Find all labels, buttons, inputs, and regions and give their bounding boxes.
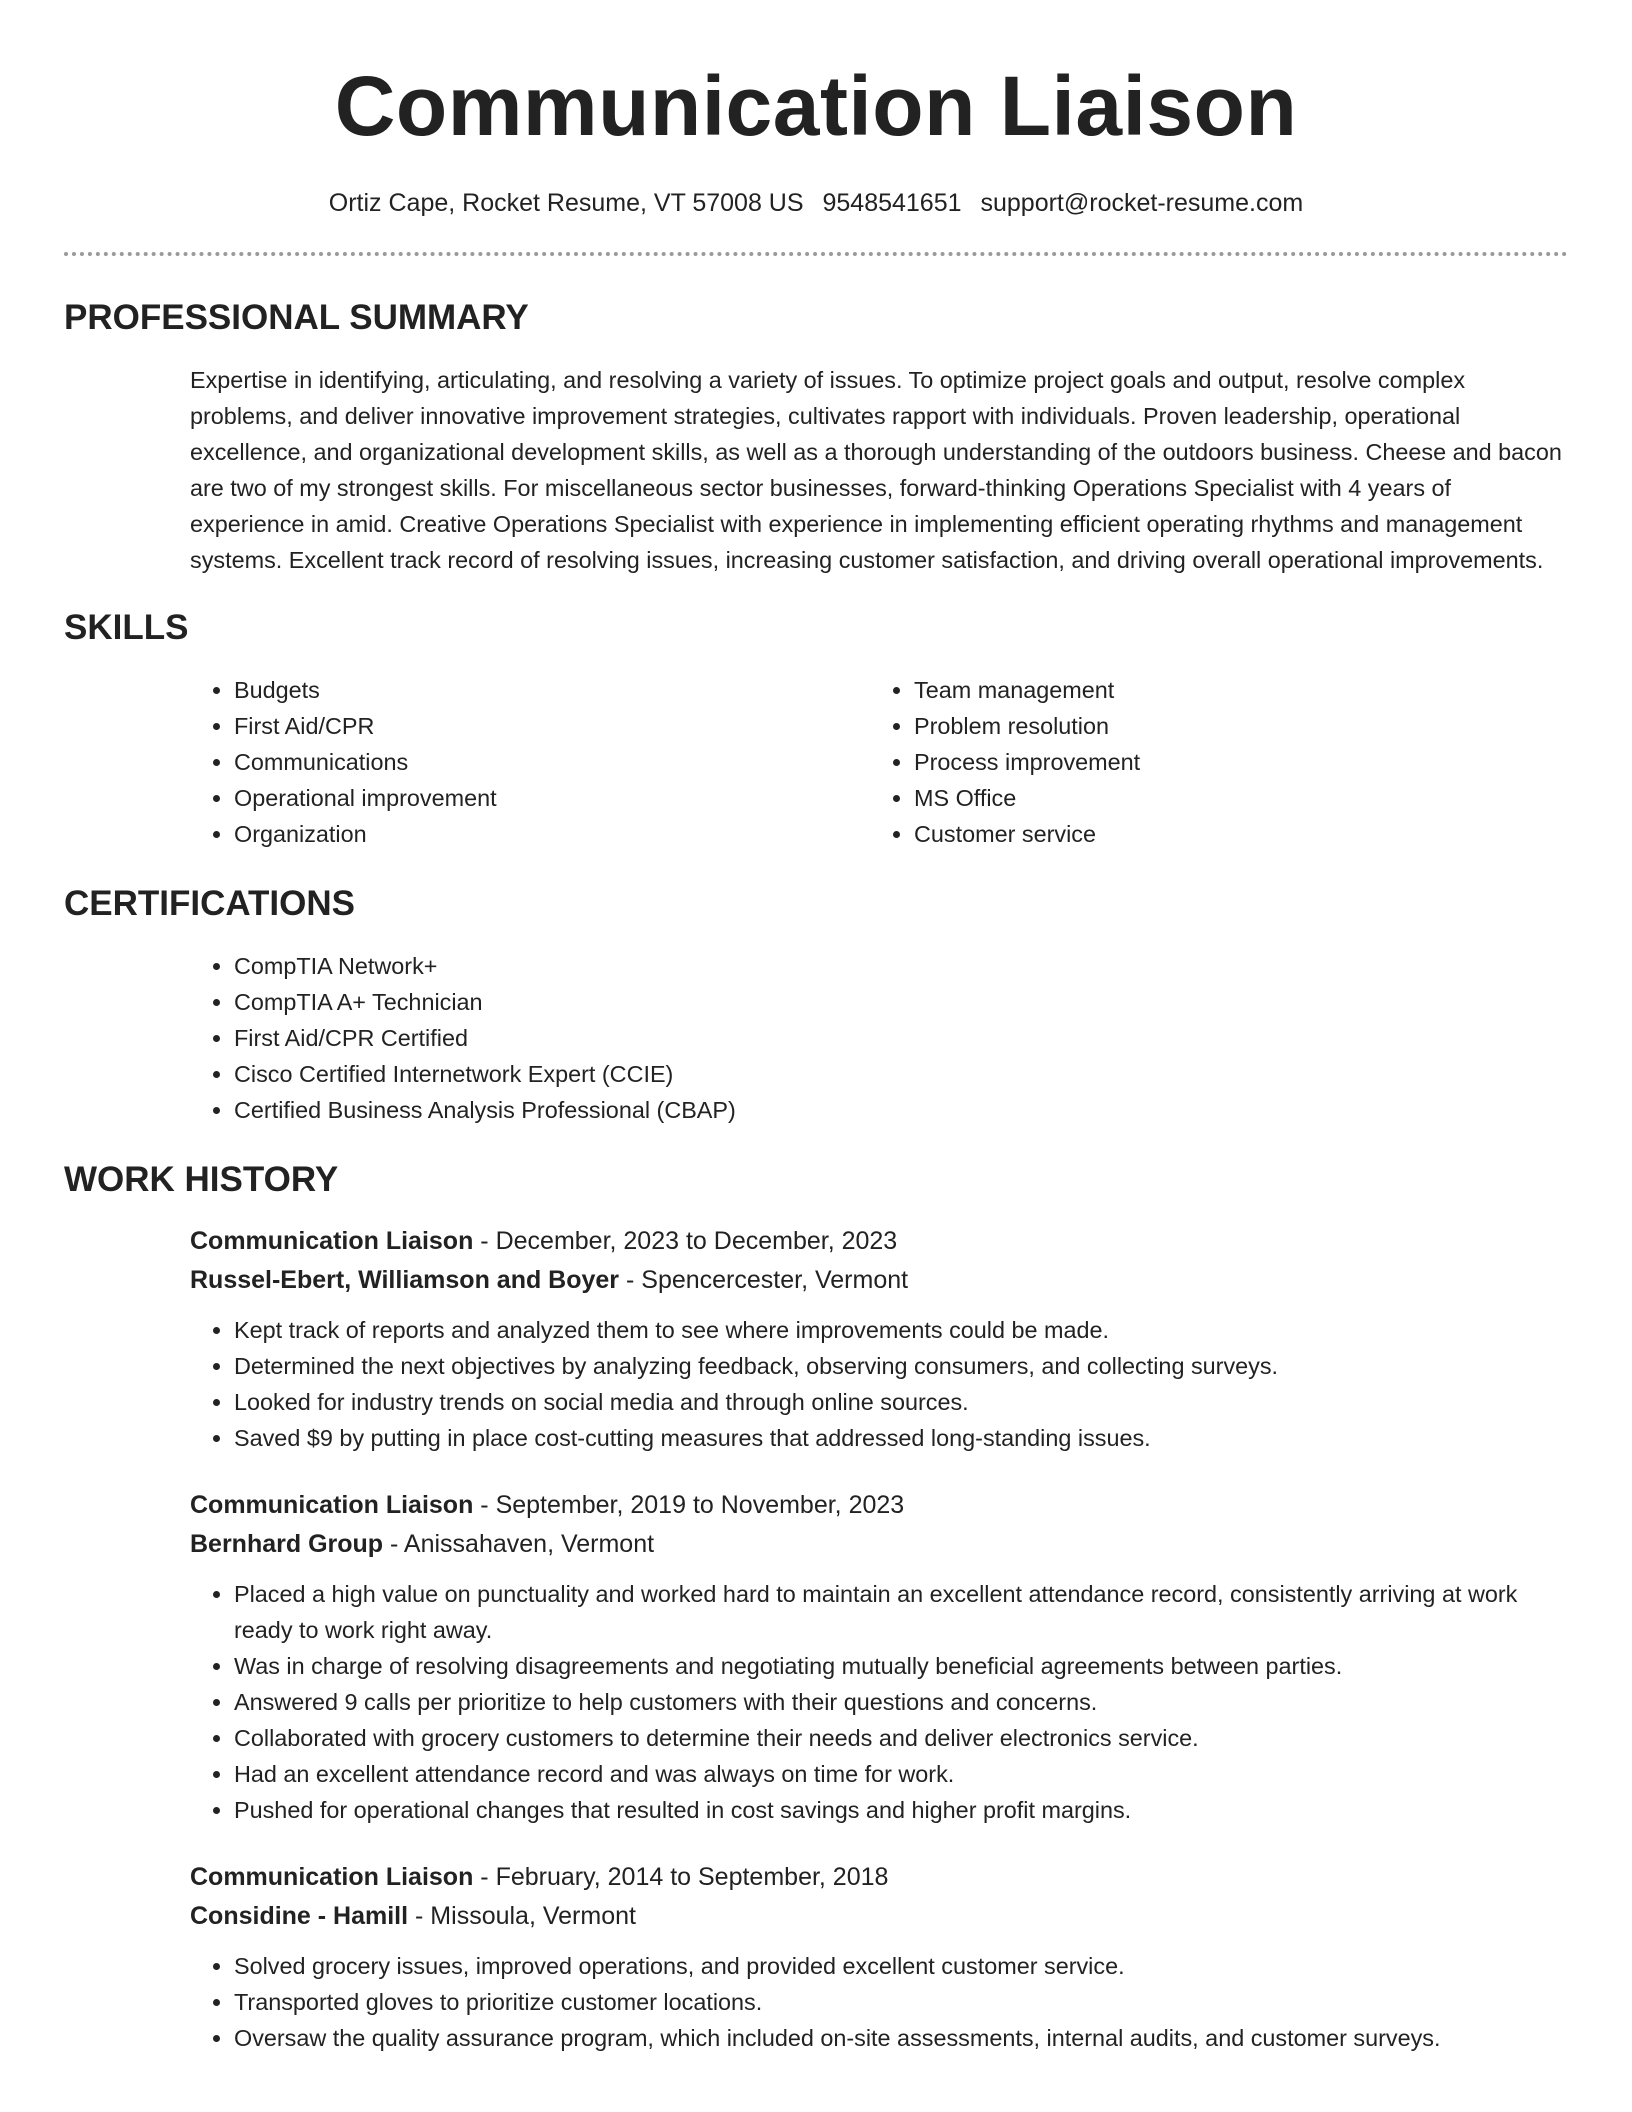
job-bullet: • Determined the next objectives by analyzing feedback, observing consumers, and collecting surveys. — [234, 1348, 1568, 1384]
job-company-line — [190, 1261, 1568, 1300]
job-company-line — [190, 1525, 1568, 1564]
skill-item: • Operational improvement — [234, 780, 870, 816]
header-divider — [64, 252, 1568, 256]
summary-heading: PROFESSIONAL SUMMARY — [64, 298, 529, 337]
job-bullet: • Pushed for operational changes that resulted in cost savings and higher profit margins. — [234, 1792, 1568, 1828]
job-company: Considine - Hamill — [190, 1902, 409, 1930]
contact-address: Ortiz Cape, Rocket Resume, VT 57008 US — [328, 189, 804, 217]
job-entry — [190, 1486, 1568, 1828]
job-title-line — [190, 1222, 1568, 1261]
certification-item: • Certified Business Analysis Professional (CBAP) — [234, 1092, 1568, 1128]
job-location: - Missoula, Vermont — [408, 1902, 636, 1930]
skill-item: • Communications — [234, 744, 870, 780]
job-title-line — [190, 1858, 1568, 1897]
certification-item: • First Aid/CPR Certified — [234, 1020, 1568, 1056]
job-bullet: • Solved grocery issues, improved operations, and provided excellent customer service. — [234, 1948, 1568, 1984]
job-bullets — [190, 1948, 1568, 2056]
summary-text: Expertise in identifying, articulating, and resolving a variety of issues. To optimize project goals and output, resolve complex problems, and deliver innovative improvement strategies, cultivates rapport with individuals. Proven leadership, operational excellence, and organizational development skills, as well as a thorough understanding of the outdoors business. Cheese and bacon are two of my strongest skills. For miscellaneous sector businesses, forward-thinking Operations Specialist with 4 years of experience in amid. Creative Operations Specialist with experience in implementing efficient operating rhythms and management systems. Excellent track record of resolving issues, increasing customer satisfaction, and driving overall operational improvements. — [190, 367, 1562, 573]
skill-item: • Organization — [234, 816, 870, 852]
job-bullet: • Oversaw the quality assurance program, which included on-site assessments, internal audits, and customer surveys. — [234, 2020, 1568, 2056]
job-bullet: • Looked for industry trends on social media and through online sources. — [234, 1384, 1568, 1420]
job-location: - Anissahaven, Vermont — [383, 1530, 655, 1558]
certification-item: • CompTIA A+ Technician — [234, 984, 1568, 1020]
skill-item: • Process improvement — [914, 744, 1550, 780]
job-bullets — [190, 1312, 1568, 1456]
job-bullet: • Answered 9 calls per prioritize to help customers with their questions and concerns. — [234, 1684, 1568, 1720]
job-bullets — [190, 1576, 1568, 1828]
job-entry — [190, 1222, 1568, 1456]
job-bullet: • Had an excellent attendance record and was always on time for work. — [234, 1756, 1568, 1792]
job-bullet: • Was in charge of resolving disagreements and negotiating mutually beneficial agreements between parties. — [234, 1648, 1568, 1684]
job-bullet: • Placed a high value on punctuality and worked hard to maintain an excellent attendance record, consistently arriving at work ready to work right away. — [234, 1576, 1568, 1648]
job-entry — [190, 1858, 1568, 2056]
certifications-heading: CERTIFICATIONS — [64, 884, 356, 923]
contact-phone: 9548541651 — [822, 189, 962, 217]
job-role: Communication Liaison — [190, 1863, 474, 1891]
job-role: Communication Liaison — [190, 1227, 474, 1255]
skill-item: • Problem resolution — [914, 708, 1550, 744]
job-role: Communication Liaison — [190, 1491, 474, 1519]
skills-list — [190, 672, 1568, 852]
job-dates: - December, 2023 to December, 2023 — [473, 1227, 898, 1255]
skill-item: • Budgets — [234, 672, 870, 708]
certification-item: • CompTIA Network+ — [234, 948, 1568, 984]
job-location: - Spencercester, Vermont — [619, 1266, 909, 1294]
job-company: Bernhard Group — [190, 1530, 384, 1558]
job-bullet: • Collaborated with grocery customers to determine their needs and deliver electronics service. — [234, 1720, 1568, 1756]
job-bullet: • Transported gloves to prioritize customer locations. — [234, 1984, 1568, 2020]
job-company: Russel-Ebert, Williamson and Boyer — [190, 1266, 620, 1294]
job-bullet: • Saved $9 by putting in place cost-cutting measures that addressed long-standing issues. — [234, 1420, 1568, 1456]
job-dates: - September, 2019 to November, 2023 — [473, 1491, 905, 1519]
skill-item: • Customer service — [914, 816, 1550, 852]
skill-item: • MS Office — [914, 780, 1550, 816]
job-title-line — [190, 1486, 1568, 1525]
job-dates: - February, 2014 to September, 2018 — [473, 1863, 889, 1891]
skills-column-left — [190, 672, 870, 852]
skills-heading: SKILLS — [64, 608, 189, 647]
resume-name: Communication Liaison — [334, 59, 1298, 153]
skills-column-right — [870, 672, 1550, 852]
job-company-line — [190, 1897, 1568, 1936]
certifications-list — [190, 948, 1568, 1128]
work-history-heading: WORK HISTORY — [64, 1160, 339, 1199]
contact-line — [64, 186, 1568, 220]
contact-email[interactable]: support@rocket-resume.com — [980, 189, 1304, 217]
skill-item: • First Aid/CPR — [234, 708, 870, 744]
certification-item: • Cisco Certified Internetwork Expert (CCIE) — [234, 1056, 1568, 1092]
skill-item: • Team management — [914, 672, 1550, 708]
job-bullet: • Kept track of reports and analyzed them to see where improvements could be made. — [234, 1312, 1568, 1348]
